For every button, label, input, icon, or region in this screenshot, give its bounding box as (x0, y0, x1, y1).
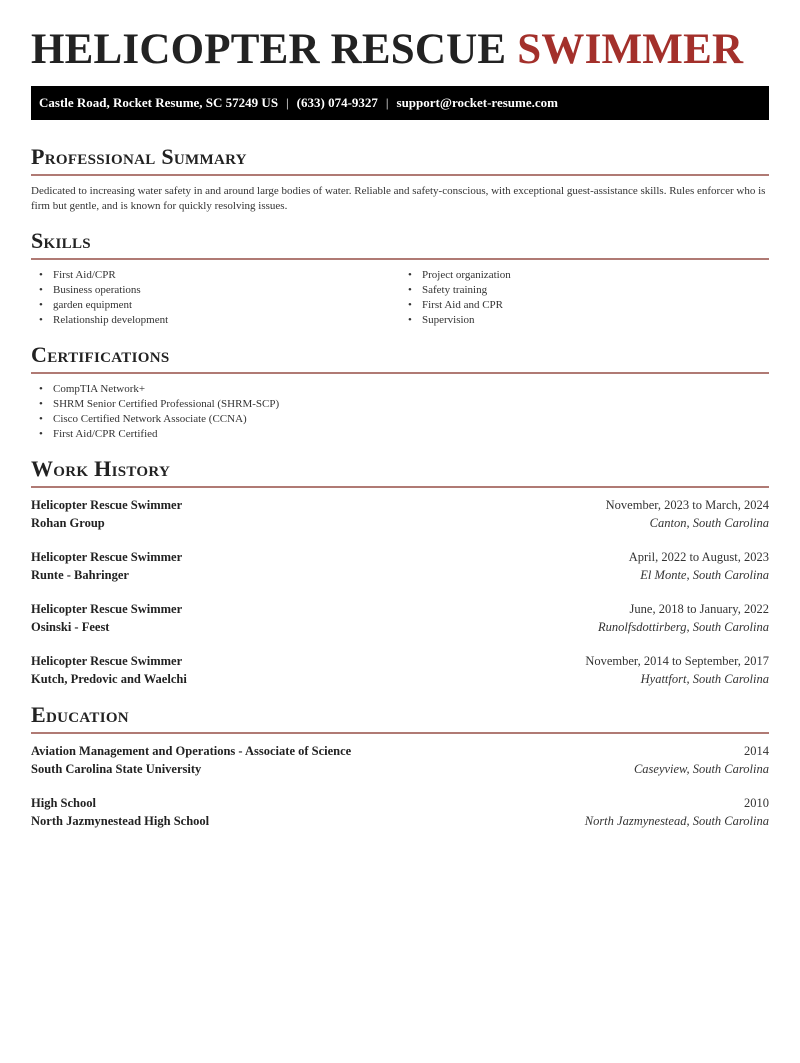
school-name: North Jazmynestead High School (31, 814, 210, 828)
section-divider (31, 486, 769, 488)
school-location: Caseyview, South Carolina (633, 762, 769, 776)
degree: High School (31, 796, 96, 810)
skill-item: • garden equipment (31, 298, 400, 313)
section-divider (31, 258, 769, 260)
skill-item: • Safety training (400, 283, 769, 298)
school-name: South Carolina State University (31, 762, 202, 776)
certification-item: • SHRM Senior Certified Professional (SHRM-SCP) (31, 397, 769, 412)
degree: Aviation Management and Operations - Associate of Science (31, 744, 352, 758)
certification-item: • CompTIA Network+ (31, 382, 769, 397)
job-dates: April, 2022 to August, 2023 (628, 550, 769, 564)
school-location: North Jazmynestead, South Carolina (584, 814, 769, 828)
skill-item: • Relationship development (31, 313, 400, 328)
education-entry (31, 742, 769, 778)
section-divider (31, 372, 769, 374)
certification-item: • Cisco Certified Network Associate (CCNA) (31, 412, 769, 427)
contact-email[interactable]: support@rocket-resume.com (396, 95, 558, 110)
title-accent: SWIMMER (517, 26, 744, 73)
job-company: Runte - Bahringer (31, 568, 129, 582)
resume-page (0, 28, 800, 830)
skill-item: • Supervision (400, 313, 769, 328)
job-location: Runolfsdottirberg, South Carolina (598, 620, 769, 634)
job-location: Hyattfort, South Carolina (640, 672, 769, 686)
work-entry (31, 600, 769, 636)
skill-item: • Project organization (400, 268, 769, 283)
certifications-section (31, 342, 769, 442)
section-heading-certifications: Certifications (31, 342, 170, 367)
contact-separator: | (286, 95, 289, 110)
job-company: Rohan Group (31, 516, 105, 530)
job-location: Canton, South Carolina (649, 516, 769, 530)
job-title: Helicopter Rescue Swimmer (31, 498, 183, 512)
job-dates: November, 2023 to March, 2024 (605, 498, 769, 512)
job-location: El Monte, South Carolina (640, 568, 769, 582)
job-dates: November, 2014 to September, 2017 (585, 654, 769, 668)
contact-bar (31, 86, 769, 120)
summary-text: Dedicated to increasing water safety in and around large bodies of water. Reliable and safety-conscious, with exceptional guest-assistance skills. Rules enforcer who is firm but gentle, and is known for quickly resolving issues. (31, 185, 766, 212)
job-title: Helicopter Rescue Swimmer (31, 602, 183, 616)
section-heading-education: Education (31, 702, 129, 727)
work-entry (31, 548, 769, 584)
job-company: Osinski - Feest (31, 620, 110, 634)
skills-list-right (400, 268, 769, 328)
certification-item: • First Aid/CPR Certified (31, 427, 769, 442)
certifications-list (31, 382, 769, 442)
title-main: HELICOPTER RESCUE (31, 26, 518, 73)
education-entry (31, 794, 769, 830)
education-section (31, 702, 769, 830)
graduation-year: 2014 (744, 744, 769, 758)
contact-address: Castle Road, Rocket Resume, SC 57249 US (39, 95, 279, 110)
section-divider (31, 174, 769, 176)
skill-item: • First Aid and CPR (400, 298, 769, 313)
skills-section (31, 228, 769, 328)
section-heading-skills: Skills (31, 228, 91, 253)
graduation-year: 2010 (744, 796, 769, 810)
job-title: Helicopter Rescue Swimmer (31, 550, 183, 564)
skill-item: • Business operations (31, 283, 400, 298)
skills-list-left (31, 268, 400, 328)
skill-item: • First Aid/CPR (31, 268, 400, 283)
work-history-section (31, 456, 769, 688)
work-entry (31, 652, 769, 688)
section-heading-summary: Professional Summary (31, 144, 247, 169)
resume-title (31, 28, 769, 72)
section-divider (31, 732, 769, 734)
section-heading-work-history: Work History (31, 456, 171, 481)
work-entry (31, 496, 769, 532)
job-title: Helicopter Rescue Swimmer (31, 654, 183, 668)
contact-phone: (633) 074-9327 (296, 95, 378, 110)
skills-columns (31, 268, 769, 328)
contact-separator: | (385, 95, 389, 110)
summary-section (31, 144, 769, 214)
job-company: Kutch, Predovic and Waelchi (31, 672, 187, 686)
job-dates: June, 2018 to January, 2022 (629, 602, 769, 616)
